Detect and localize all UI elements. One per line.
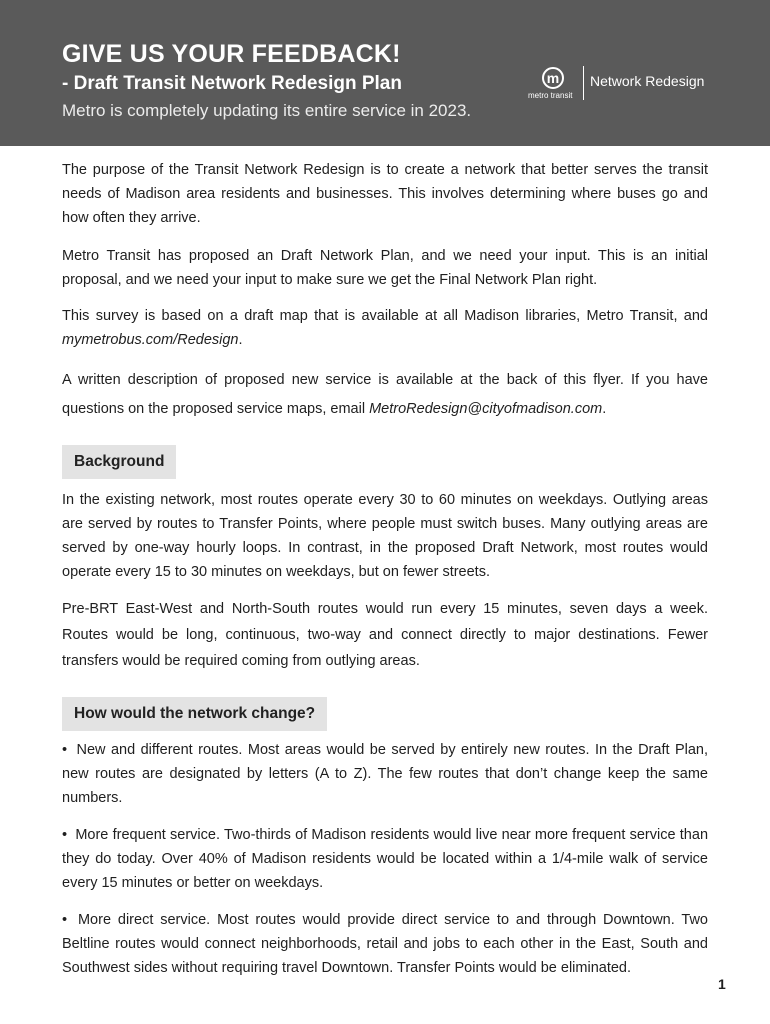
bullet-direct-service (62, 908, 708, 980)
background-heading: Background (62, 445, 176, 479)
page-title: GIVE US YOUR FEEDBACK! (62, 40, 401, 68)
intro-paragraph-4 (62, 366, 708, 424)
intro-paragraph-3-text: This survey is based on a draft map that is available at all Madison libraries, Metro Transit, and (62, 308, 708, 324)
intro-paragraph-4-end: . (602, 401, 607, 417)
logo-divider (583, 66, 584, 100)
page-subtitle: - Draft Transit Network Redesign Plan (62, 73, 402, 94)
intro-paragraph-3-end: . (238, 332, 243, 348)
background-paragraph-1: In the existing network, most routes operate every 30 to 60 minutes on weekdays. Outlying areas are served by routes to Transfer Points, where people must switch buses. Many outlying areas are served by one-way hourly loops. In contrast, in the proposed Draft Network, most routes would operate every 15 to 30 minutes on weekdays, but on fewer streets. (62, 492, 708, 580)
redesign-email-link[interactable]: MetroRedesign@cityofmadison.com (369, 401, 603, 417)
bullet-text: More frequent service. Two-thirds of Madison residents would live near more frequent service than they do today. Over 40% of Madison residents would be located within a 1/4-mile walk of service every 15 minutes or better on weekdays. (62, 827, 709, 891)
logo-program-name: Network Redesign (590, 73, 705, 89)
bullet-new-routes (62, 738, 708, 810)
page-tagline: Metro is completely updating its entire service in 2023. (62, 101, 472, 120)
metro-transit-logo (528, 64, 718, 104)
page-number: 1 (718, 976, 726, 992)
bullet-dot: • (62, 827, 68, 843)
logo-org-name: metro transit (528, 91, 573, 100)
metro-m-icon: m (542, 67, 564, 89)
page-header (0, 0, 770, 146)
bullet-dot: • (62, 912, 68, 928)
network-change-heading: How would the network change? (62, 697, 327, 731)
bullet-text: More direct service. Most routes would provide direct service to and through Downtown. Two Beltline routes would connect neighborhoods, retail and jobs to each other in the East, South and Southwest sides without requiring travel Downtown. Transfer Points would be eliminated. (62, 912, 708, 976)
background-paragraph-2: Pre-BRT East-West and North-South routes would run every 15 minutes, seven days a week. Routes would be long, continuous, two-way and connect directly to major destinations. Fewer transfers would be required coming from outlying areas. (62, 601, 708, 669)
intro-paragraph-3 (62, 304, 708, 352)
bullet-frequent-service (62, 823, 708, 895)
bullet-dot: • (62, 742, 68, 758)
intro-paragraph-4-text: A written description of proposed new service is available at the back of this flyer. If you have questions on the proposed service maps, email (62, 372, 708, 417)
bullet-text: New and different routes. Most areas would be served by entirely new routes. In the Draft Plan, new routes are designated by letters (A to Z). The few routes that don’t change keep the same numbers. (62, 742, 708, 806)
intro-paragraph-2: Metro Transit has proposed an Draft Network Plan, and we need your input. This is an initial proposal, and we need your input to make sure we get the Final Network Plan right. (62, 248, 708, 288)
intro-paragraph-1: The purpose of the Transit Network Redesign is to create a network that better serves the transit needs of Madison area residents and businesses. This involves determining where buses go and how often they arrive. (62, 162, 708, 226)
redesign-website-link[interactable]: mymetrobus.com/Redesign (62, 332, 239, 348)
